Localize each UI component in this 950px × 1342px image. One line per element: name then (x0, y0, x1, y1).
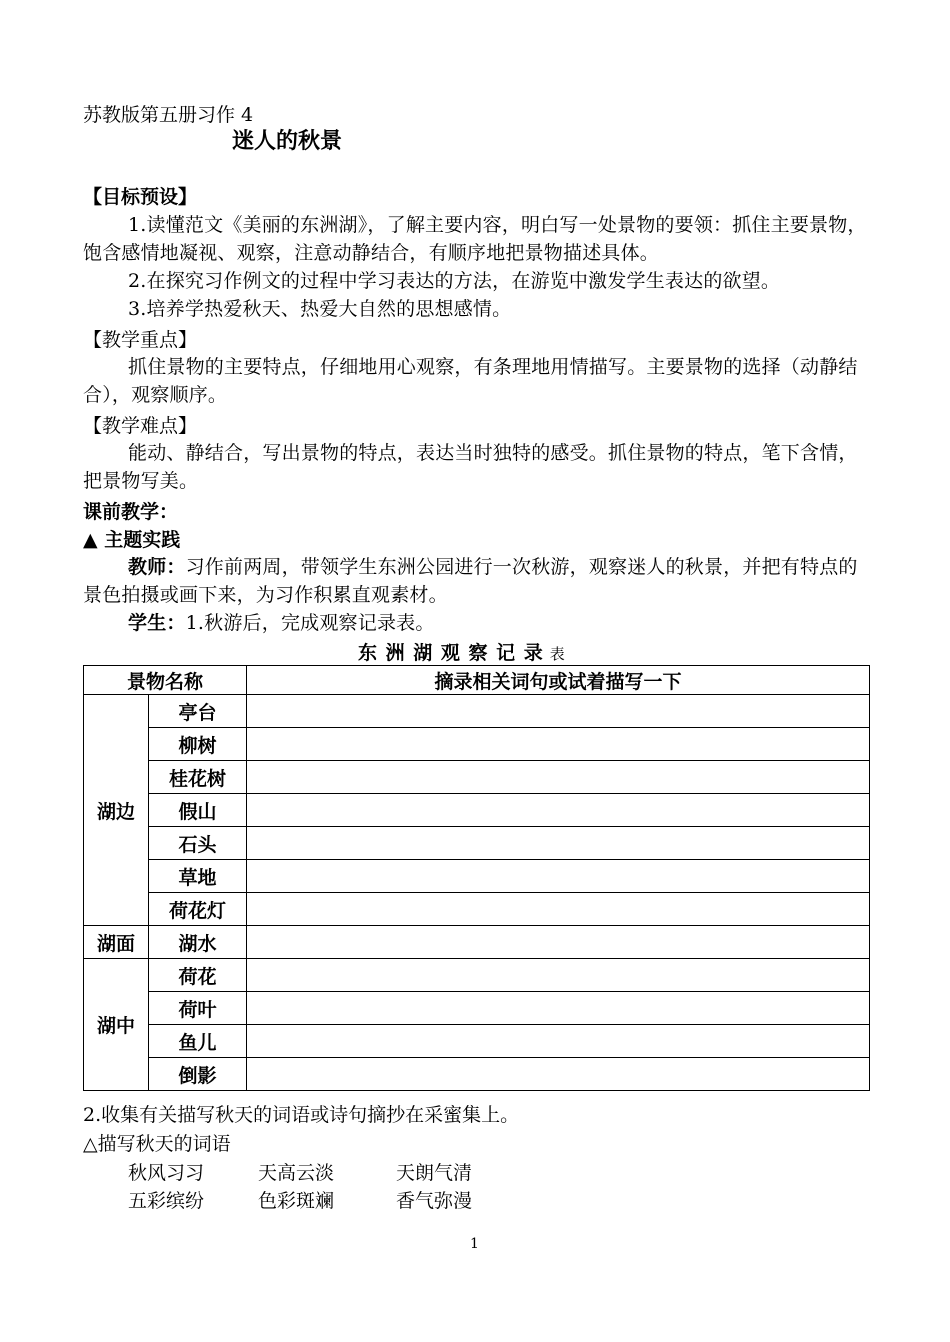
group-in-lake: 湖中 (84, 959, 149, 1091)
item-cell: 荷花 (149, 959, 247, 992)
word: 秋风习习 (128, 1162, 205, 1184)
observation-table (83, 665, 870, 1091)
entry-cell[interactable] (247, 926, 870, 959)
entry-cell[interactable] (247, 992, 870, 1025)
item-cell: 鱼儿 (149, 1025, 247, 1058)
table-row (84, 926, 870, 959)
goal-2: 2.在探究习作例文的过程中学习表达的方法，在游览中激发学生表达的欲望。 (128, 270, 781, 292)
doc-subtitle: 苏教版第五册习作 4 (83, 104, 254, 126)
entry-cell[interactable] (247, 860, 870, 893)
student-text: 1.秋游后，完成观察记录表。 (185, 612, 435, 634)
item-cell: 桂花树 (149, 761, 247, 794)
word: 天朗气清 (396, 1162, 473, 1184)
key-points-heading: 【教学重点】 (83, 329, 198, 351)
col-header-name: 景物名称 (84, 666, 247, 695)
words-heading: △描写秋天的词语 (83, 1133, 231, 1155)
student-label: 学生： (128, 612, 186, 634)
entry-cell[interactable] (247, 695, 870, 728)
entry-cell[interactable] (247, 761, 870, 794)
entry-cell[interactable] (247, 827, 870, 860)
collect-text: 2.收集有关描写秋天的词语或诗句摘抄在采蜜集上。 (83, 1104, 520, 1126)
goals-heading: 【目标预设】 (83, 186, 198, 208)
table-row (84, 728, 870, 761)
table-row (84, 695, 870, 728)
goal-3: 3.培养学热爱秋天、热爱大自然的思想感情。 (128, 298, 512, 320)
teacher-label: 教师： (128, 556, 186, 578)
item-cell: 湖水 (149, 926, 247, 959)
student-paragraph (83, 609, 869, 637)
key-points-text: 抓住景物的主要特点，仔细地用心观察，有条理地用情描写。主要景物的选择（动静结合），观察顺序。 (83, 356, 858, 406)
group-lake-surface: 湖面 (84, 926, 149, 959)
table-row (84, 827, 870, 860)
entry-cell[interactable] (247, 794, 870, 827)
item-cell: 柳树 (149, 728, 247, 761)
teacher-text: 习作前两周，带领学生东洲公园进行一次秋游，观察迷人的秋景，并把有特点的景色拍摄或画下来，为习作积累直观素材。 (83, 556, 858, 606)
col-header-description: 摘录相关词句或试着描写一下 (247, 666, 870, 695)
word: 天高云淡 (258, 1162, 335, 1184)
word: 香气弥漫 (396, 1190, 473, 1212)
teacher-paragraph (83, 553, 869, 609)
word: 五彩缤纷 (128, 1190, 205, 1212)
word: 色彩斑斓 (258, 1190, 335, 1212)
pre-class-heading: 课前教学： (83, 501, 179, 523)
goal-1: 1.读懂范文《美丽的东洲湖》，了解主要内容，明白写一处景物的要领：抓住主要景物，饱含感情地凝视、观察，注意动静结合，有顺序地把景物描述具体。 (83, 214, 867, 264)
table-title-text: 东 洲 湖 观 察 记 录 (358, 642, 544, 664)
item-cell: 假山 (149, 794, 247, 827)
table-row (84, 1025, 870, 1058)
difficulties-heading: 【教学难点】 (83, 415, 198, 437)
page-number: 1 (470, 1236, 479, 1252)
item-cell: 草地 (149, 860, 247, 893)
item-cell: 亭台 (149, 695, 247, 728)
item-cell: 荷叶 (149, 992, 247, 1025)
item-cell: 倒影 (149, 1058, 247, 1091)
entry-cell[interactable] (247, 1025, 870, 1058)
group-lakeside: 湖边 (84, 695, 149, 926)
table-row (84, 992, 870, 1025)
entry-cell[interactable] (247, 959, 870, 992)
table-row (84, 1058, 870, 1091)
table-row (84, 794, 870, 827)
entry-cell[interactable] (247, 1058, 870, 1091)
theme-practice-heading: ▲ 主题实践 (83, 529, 181, 551)
page-title: 迷人的秋景 (232, 129, 343, 154)
table-header-row (84, 666, 870, 695)
item-cell: 荷花灯 (149, 893, 247, 926)
difficulties-text: 能动、静结合，写出景物的特点，表达当时独特的感受。抓住景物的特点，笔下含情，把景物写美。 (83, 442, 858, 492)
table-row (84, 959, 870, 992)
table-title-suffix: 表 (549, 645, 565, 663)
table-row (84, 761, 870, 794)
entry-cell[interactable] (247, 728, 870, 761)
entry-cell[interactable] (247, 893, 870, 926)
item-cell: 石头 (149, 827, 247, 860)
table-row (84, 893, 870, 926)
table-row (84, 860, 870, 893)
table-title (358, 638, 565, 665)
